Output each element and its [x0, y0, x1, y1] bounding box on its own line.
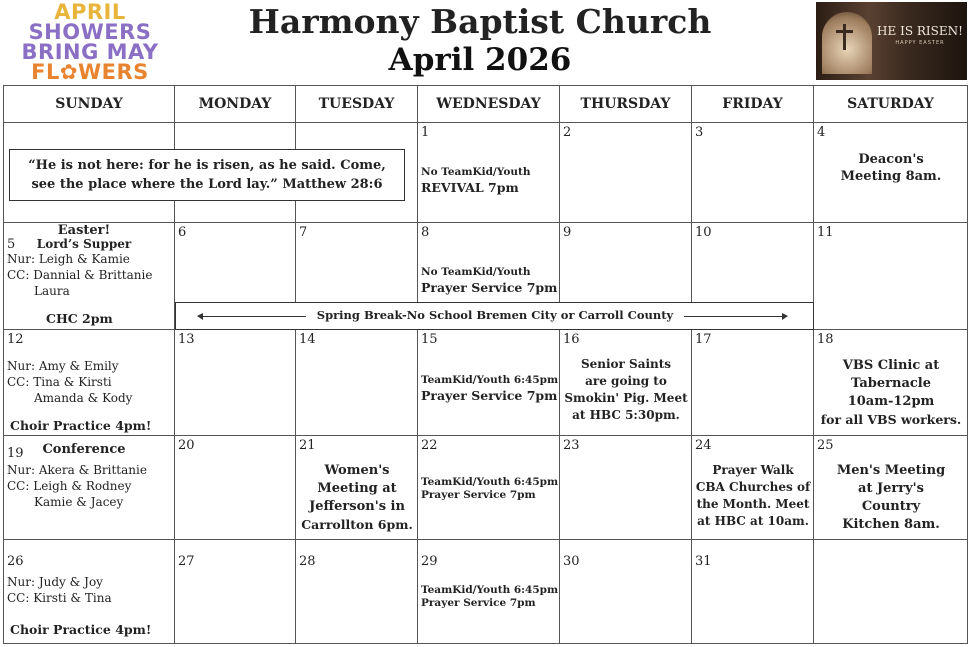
date-number: 2: [563, 125, 572, 140]
chc-line: CHC 2pm: [46, 311, 113, 326]
arrow-left-icon: [197, 313, 203, 320]
logo-line-1: APRIL: [54, 0, 126, 24]
event-line: Deacon's: [858, 152, 924, 167]
day-cell-19: [4, 436, 175, 540]
day-cell-11: [814, 223, 968, 330]
date-number: 26: [7, 554, 24, 569]
date-number: 4: [817, 125, 826, 140]
event-line: Carrollton 6pm.: [301, 517, 413, 532]
date-number: 18: [817, 332, 834, 347]
event-line: REVIVAL 7pm: [421, 180, 519, 195]
day-header-friday: FRIDAY: [692, 86, 814, 123]
date-number: 24: [695, 438, 712, 453]
cc-line: CC: Kirsti & Tina: [7, 591, 112, 605]
date-number: 6: [178, 225, 187, 240]
nursery-line: Nur: Leigh & Kamie: [7, 252, 130, 266]
church-title: Harmony Baptist Church: [248, 2, 712, 41]
day-cell-31: [692, 540, 814, 644]
event-line: No TeamKid/Youth: [421, 166, 531, 178]
scripture-quote-box: [9, 149, 405, 201]
logo-line-3: BRING MAY: [21, 40, 159, 64]
day-cell-3: [692, 123, 814, 223]
day-cell-21: [296, 436, 418, 540]
date-number: 20: [178, 438, 195, 453]
event-line: CBA Churches of: [695, 480, 811, 494]
day-cell-30: [560, 540, 692, 644]
cross-icon: [843, 24, 846, 50]
event-line: at HBC 5:30pm.: [572, 408, 680, 422]
choir-line: Choir Practice 4pm!: [10, 418, 152, 433]
day-cell-4: [814, 123, 968, 223]
date-number: 10: [695, 225, 712, 240]
cc-line: CC: Dannial & Brittanie: [7, 268, 153, 282]
date-number: 23: [563, 438, 580, 453]
easter-label: Easter!: [57, 223, 111, 238]
nursery-line: Nur: Akera & Brittanie: [7, 463, 147, 477]
event-line: for all VBS workers.: [820, 412, 962, 427]
event-line: Prayer Service 7pm: [421, 280, 558, 295]
date-number: 27: [178, 554, 195, 569]
day-cell-14: [296, 330, 418, 436]
day-header-monday: MONDAY: [175, 86, 296, 123]
day-cell-empty: [814, 540, 968, 644]
day-cell-23: [560, 436, 692, 540]
logo-line-2: SHOWERS: [28, 20, 152, 44]
event-line: Senior Saints: [580, 357, 672, 371]
date-number: 25: [817, 438, 834, 453]
event-line: the Month. Meet: [696, 497, 810, 511]
date-number: 11: [817, 225, 834, 240]
day-cell-26: [4, 540, 175, 644]
date-number: 15: [421, 332, 438, 347]
day-cell-12: [4, 330, 175, 436]
event-line: VBS Clinic at: [842, 358, 940, 373]
event-line: Women's: [324, 463, 390, 478]
cc-line-2: Kamie & Jacey: [34, 495, 124, 509]
day-cell-20: [175, 436, 296, 540]
date-number: 1: [421, 125, 430, 140]
day-cell-25: [814, 436, 968, 540]
cc-line: CC: Tina & Kirsti: [7, 375, 112, 389]
date-number: 13: [178, 332, 195, 347]
event-line: Meeting at: [317, 481, 397, 496]
event-line: Men's Meeting: [836, 463, 946, 478]
nursery-line: Nur: Judy & Joy: [7, 575, 103, 589]
event-line: Country: [861, 499, 921, 514]
day-cell-16: [560, 330, 692, 436]
event-line: Tabernacle: [850, 376, 932, 391]
day-header-thursday: THURSDAY: [560, 86, 692, 123]
scripture-quote: “He is not here: for he is risen, as he said. Come, see the place where the Lord lay.” Matthew 28:6: [28, 158, 386, 192]
event-line: at Jerry's: [858, 481, 924, 496]
event-line: 10am-12pm: [847, 394, 935, 409]
month-title: April 2026: [388, 42, 572, 78]
logo-line-4: FL✿WERS: [31, 60, 149, 84]
date-number: 31: [695, 554, 712, 569]
date-number: 17: [695, 332, 712, 347]
event-line: Prayer Service 7pm: [421, 489, 536, 501]
day-header-sunday: SUNDAY: [4, 86, 175, 123]
day-header-wednesday: WEDNESDAY: [418, 86, 560, 123]
date-number: 22: [421, 438, 438, 453]
date-number: 8: [421, 225, 430, 240]
spring-break-text: Spring Break-No School Bremen City or Carroll County: [316, 308, 674, 322]
nursery-line: Nur: Amy & Emily: [7, 359, 119, 373]
image-subtext: HAPPY EASTER: [895, 40, 945, 46]
day-cell-29: [418, 540, 560, 644]
he-is-risen-image: [816, 2, 967, 80]
date-number: 16: [563, 332, 580, 347]
cc-line: CC: Leigh & Rodney: [7, 479, 132, 493]
lords-supper-label: Lord’s Supper: [36, 237, 132, 251]
arrow-right-line: [684, 316, 784, 317]
choir-line: Choir Practice 4pm!: [10, 622, 152, 637]
date-number: 3: [695, 125, 704, 140]
event-line: Kitchen 8am.: [842, 517, 940, 532]
date-number: 14: [299, 332, 316, 347]
event-line: Prayer Service 7pm: [421, 597, 536, 609]
april-showers-logo: [6, 2, 174, 82]
date-number: 7: [299, 225, 308, 240]
event-line: are going to: [585, 374, 667, 388]
date-number: 29: [421, 554, 438, 569]
cc-line-2: Amanda & Kody: [34, 391, 133, 405]
date-number: 12: [7, 332, 24, 347]
event-line: TeamKid/Youth 6:45pm: [421, 374, 559, 386]
day-cell-24: [692, 436, 814, 540]
day-cell-15: [418, 330, 560, 436]
event-line: TeamKid/Youth 6:45pm: [421, 584, 559, 596]
day-cell-27: [175, 540, 296, 644]
day-header-tuesday: TUESDAY: [296, 86, 418, 123]
date-number: 5: [7, 237, 16, 252]
image-text: HE IS RISEN!: [877, 24, 963, 38]
arrow-left-line: [198, 316, 306, 317]
day-cell-28: [296, 540, 418, 644]
event-line: at HBC at 10am.: [697, 514, 809, 528]
day-cell-13: [175, 330, 296, 436]
day-cell-5: [4, 223, 175, 330]
event-line: No TeamKid/Youth: [421, 266, 531, 278]
event-line: TeamKid/Youth 6:45pm: [421, 476, 559, 488]
day-cell-18: [814, 330, 968, 436]
date-number: 9: [563, 225, 572, 240]
event-line: Prayer Walk: [712, 463, 794, 477]
spring-break-banner: [175, 302, 814, 330]
tomb-arch: [822, 12, 872, 74]
day-header-saturday: SATURDAY: [814, 86, 968, 123]
event-line: Prayer Service 7pm: [421, 388, 558, 403]
date-number: 30: [563, 554, 580, 569]
day-cell-2: [560, 123, 692, 223]
day-cell-17: [692, 330, 814, 436]
calendar-grid: [3, 85, 968, 644]
day-cell-1: [418, 123, 560, 223]
day-cell-22: [418, 436, 560, 540]
event-line: Smokin' Pig. Meet: [564, 391, 688, 405]
cc-line-2: Laura: [34, 284, 70, 298]
event-line: Jefferson's in: [309, 499, 405, 514]
date-number: 19: [7, 446, 24, 461]
date-number: 21: [299, 438, 316, 453]
date-number: 28: [299, 554, 316, 569]
event-line: Meeting 8am.: [840, 169, 942, 184]
conference-label: Conference: [42, 442, 126, 457]
arrow-right-icon: [782, 313, 788, 320]
